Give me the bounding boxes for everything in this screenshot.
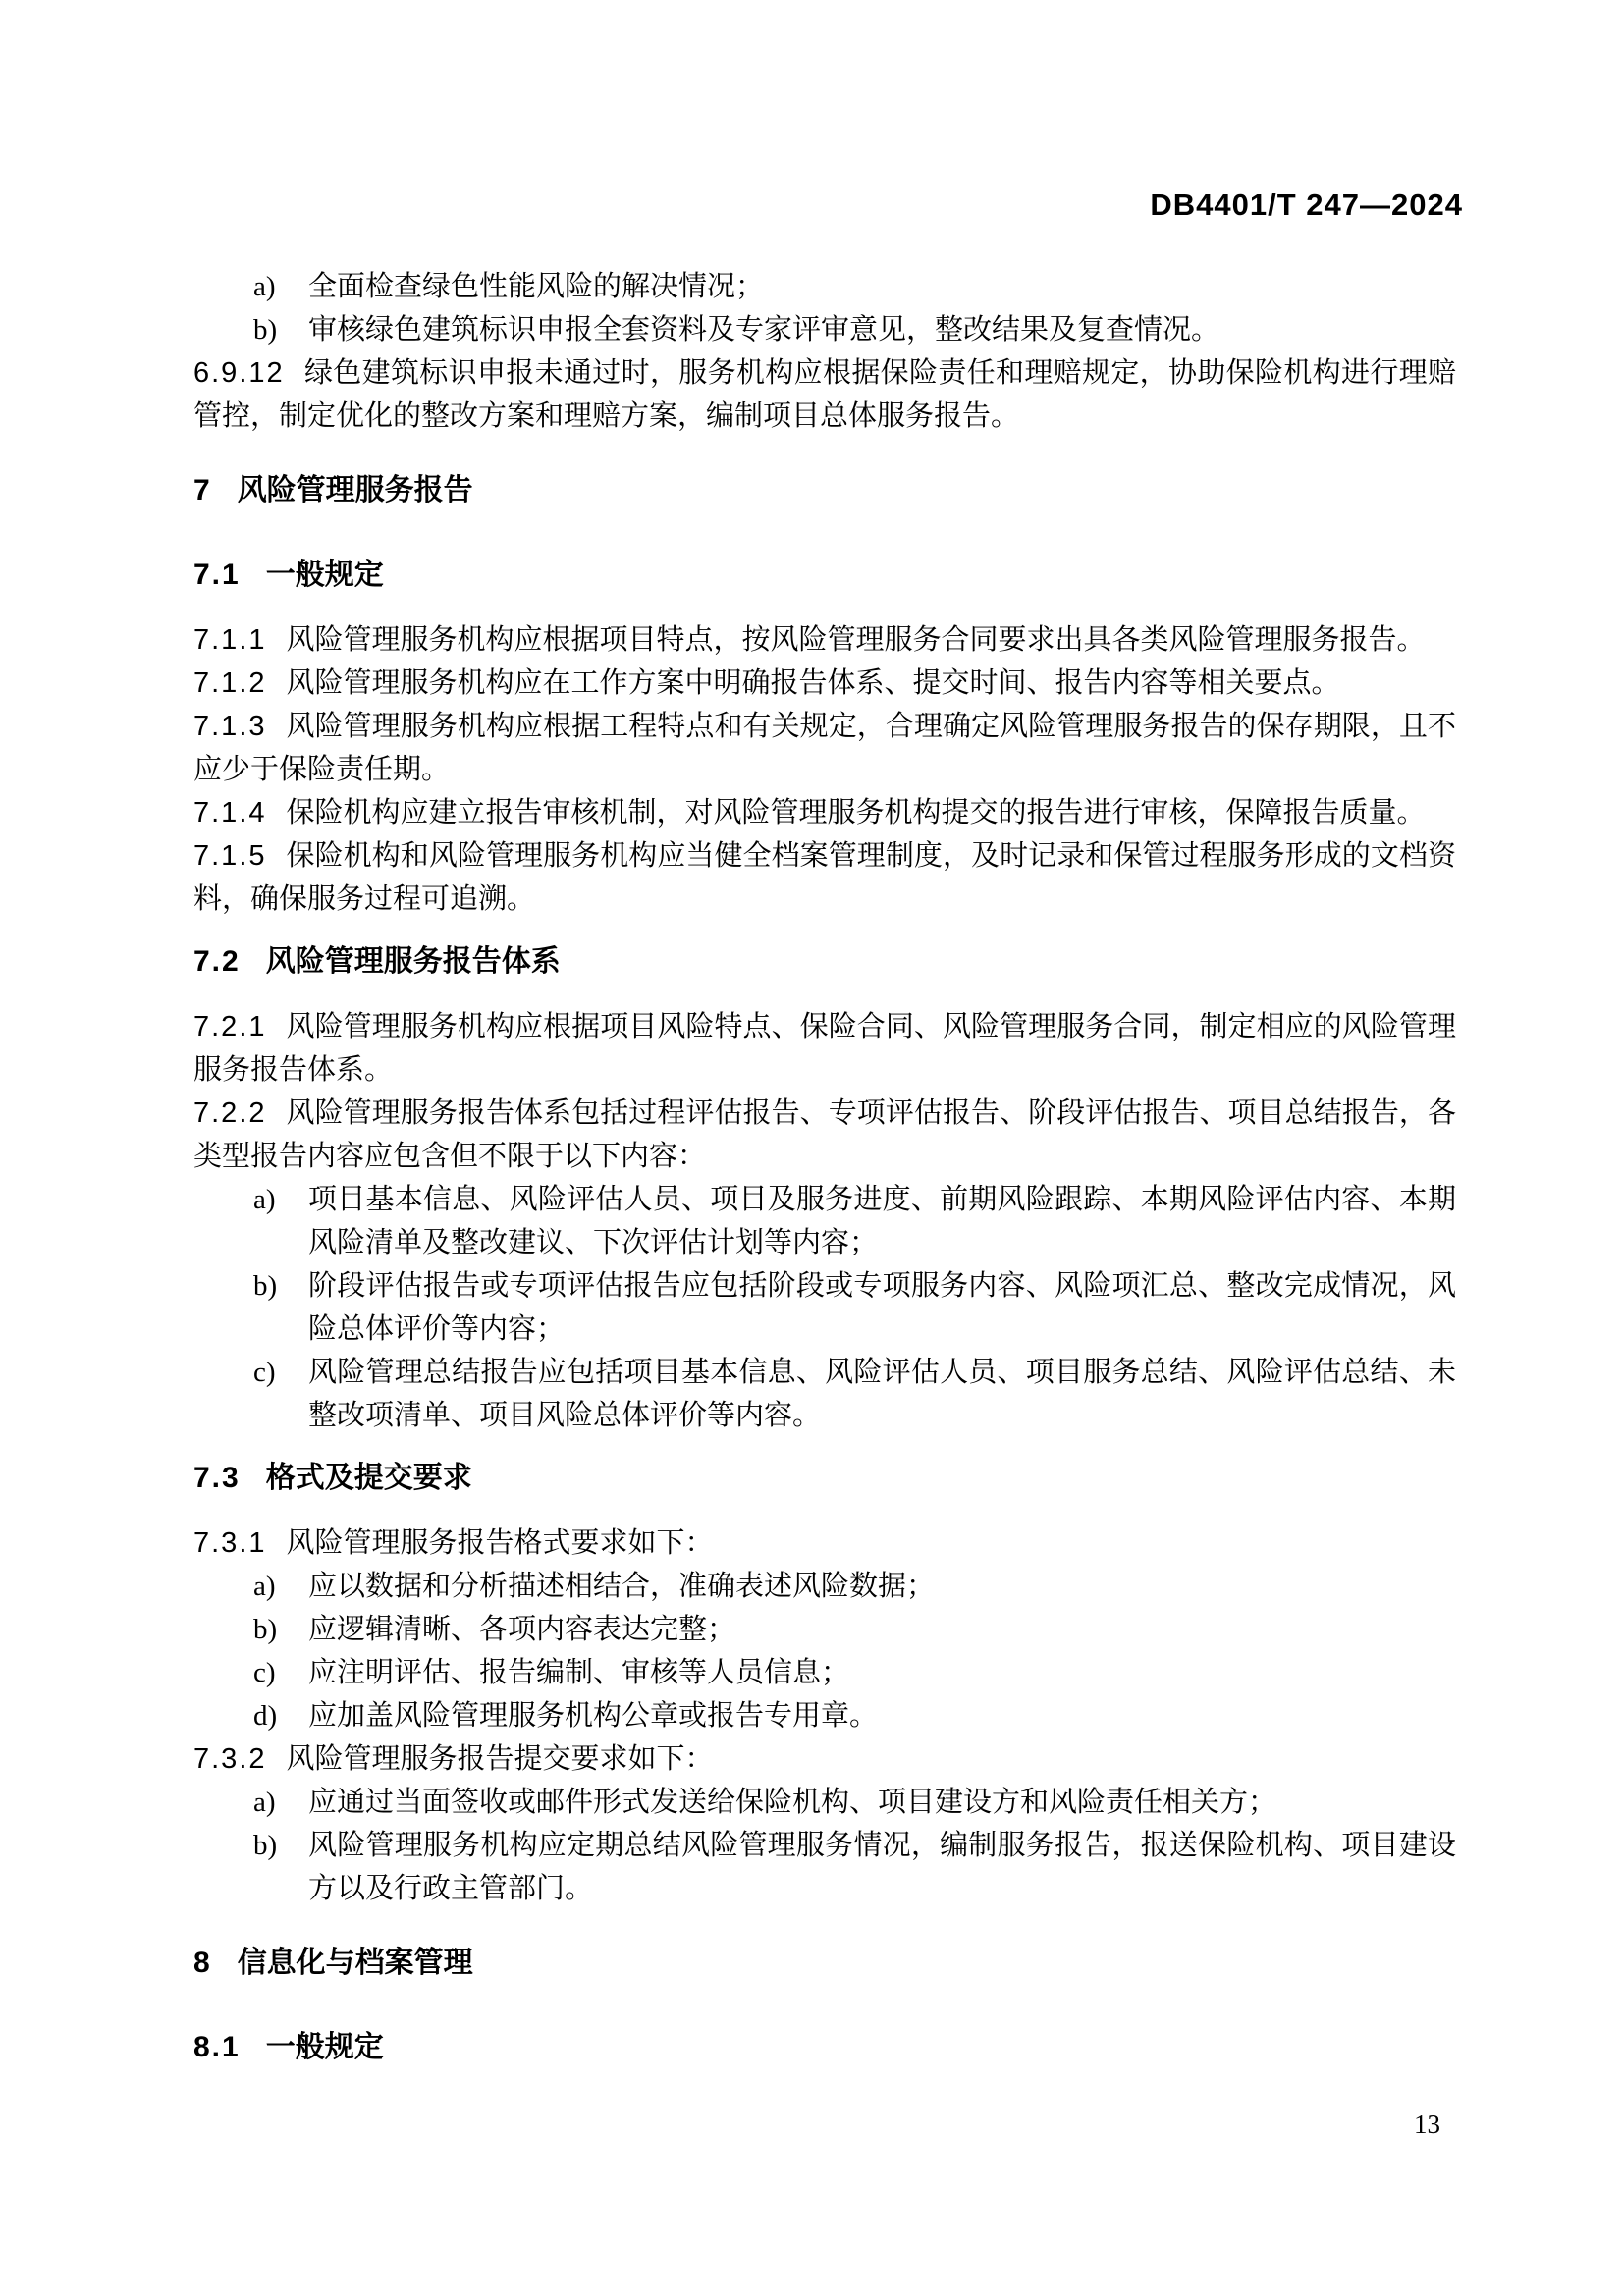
subsection-number: 7.3 [193,1462,241,1494]
clause-paragraph [193,705,1456,791]
list-item-letter: a) [253,1184,276,1215]
clause-text: 保险机构应建立报告审核机制，对风险管理服务机构提交的报告进行审核，保障报告质量。 [286,797,1426,828]
list-item-letter: a) [253,1571,276,1602]
list-item-letter: c) [253,1357,276,1388]
clause-text: 风险管理服务报告体系包括过程评估报告、专项评估报告、阶段评估报告、项目总结报告，各类型报告内容应包含但不限于以下内容： [193,1097,1456,1172]
subsection-title: 一般规定 [265,2031,384,2063]
clause-text: 风险管理服务机构应根据项目特点，按风险管理服务合同要求出具各类风险管理服务报告。 [286,624,1426,656]
clause-number: 7.2.2 [193,1097,267,1129]
clause-paragraph [193,1092,1456,1178]
clause-number: 7.3.1 [193,1527,267,1559]
list-item-letter: a) [253,271,276,302]
list-item [253,1608,1456,1651]
list-item [253,1694,1456,1737]
clause-number: 7.1.1 [193,624,267,656]
list-item [253,265,1456,308]
section-number: 7 [193,474,212,507]
list-item-text: 风险管理服务机构应定期总结风险管理服务情况，编制服务报告，报送保险机构、项目建设方以及行政主管部门。 [308,1830,1456,1904]
list-item-letter: c) [253,1657,276,1688]
clause-paragraph [193,834,1456,921]
clause-text: 绿色建筑标识申报未通过时，服务机构应根据保险责任和理赔规定，协助保险机构进行理赔管控，制定优化的整改方案和理赔方案，编制项目总体服务报告。 [193,357,1456,432]
list-item [253,1351,1456,1437]
clause-number: 7.1.3 [193,711,267,742]
list-item-text: 应加盖风险管理服务机构公章或报告专用章。 [308,1700,879,1732]
clause-number: 7.2.1 [193,1011,267,1042]
list-item-text: 应通过当面签收或邮件形式发送给保险机构、项目建设方和风险责任相关方； [308,1787,1277,1818]
standard-number: DB4401/T 247—2024 [1150,187,1463,222]
list-item [253,1651,1456,1694]
subsection-number: 8.1 [193,2031,241,2063]
clause-text: 风险管理服务机构应根据工程特点和有关规定，合理确定风险管理服务报告的保存期限，且不应少于保险责任期。 [193,711,1456,785]
clause-text: 风险管理服务机构应根据项目风险特点、保险合同、风险管理服务合同，制定相应的风险管理服务报告体系。 [193,1011,1456,1086]
clause-text: 风险管理服务报告提交要求如下： [286,1743,714,1775]
subsection-title: 风险管理服务报告体系 [265,945,561,978]
section-heading [193,1942,1456,1985]
page-number: 13 [1414,2109,1440,2139]
list-item [253,1264,1456,1351]
document-body [0,222,1623,2069]
clause-paragraph [193,1522,1456,1565]
list-item-letter: b) [253,1830,278,1861]
clause-paragraph [193,662,1456,705]
subsection-title: 格式及提交要求 [265,1462,472,1494]
list-item-text: 全面检查绿色性能风险的解决情况； [308,271,765,302]
list-item [253,1178,1456,1264]
clause-number: 7.1.5 [193,840,267,872]
list-item-text: 应以数据和分析描述相结合，准确表述风险数据； [308,1571,936,1602]
clause-text: 风险管理服务机构应在工作方案中明确报告体系、提交时间、报告内容等相关要点。 [286,667,1340,699]
list-item-letter: b) [253,1614,278,1645]
clause-paragraph [193,618,1456,662]
list-item-letter: b) [253,1270,278,1302]
clause-paragraph [193,791,1456,834]
clause-number: 7.1.4 [193,797,267,828]
list-item-text: 风险管理总结报告应包括项目基本信息、风险评估人员、项目服务总结、风险评估总结、未整改项清单、项目风险总体评价等内容。 [308,1357,1456,1431]
section-title: 风险管理服务报告 [237,474,473,507]
list-item [253,308,1456,351]
list-item-text: 阶段评估报告或专项评估报告应包括阶段或专项服务内容、风险项汇总、整改完成情况，风险总体评价等内容； [308,1270,1456,1345]
list-item [253,1781,1456,1824]
clause-paragraph [193,1737,1456,1781]
section-heading [193,469,1456,512]
subsection-heading [193,554,1456,597]
clause-paragraph [193,351,1456,438]
subsection-heading [193,940,1456,984]
list-item-text: 项目基本信息、风险评估人员、项目及服务进度、前期风险跟踪、本期风险评估内容、本期风险清单及整改建议、下次评估计划等内容； [308,1184,1456,1258]
list-item [253,1565,1456,1608]
list-item-letter: a) [253,1787,276,1818]
clause-text: 风险管理服务报告格式要求如下： [286,1527,714,1559]
clause-paragraph [193,1005,1456,1092]
subsection-heading [193,2026,1456,2069]
page-header [0,0,1623,222]
section-number: 8 [193,1947,212,1979]
subsection-heading [193,1457,1456,1500]
clause-text: 保险机构和风险管理服务机构应当健全档案管理制度，及时记录和保管过程服务形成的文档资料，确保服务过程可追溯。 [193,840,1456,915]
subsection-number: 7.1 [193,559,241,591]
list-item-text: 应注明评估、报告编制、审核等人员信息； [308,1657,850,1688]
section-title: 信息化与档案管理 [237,1947,473,1979]
list-item-text: 应逻辑清晰、各项内容表达完整； [308,1614,736,1645]
list-item [253,1824,1456,1910]
clause-number: 6.9.12 [193,357,285,389]
subsection-number: 7.2 [193,945,241,978]
subsection-title: 一般规定 [265,559,384,591]
clause-number: 7.1.2 [193,667,267,699]
list-item-text: 审核绿色建筑标识申报全套资料及专家评审意见，整改结果及复查情况。 [308,314,1220,346]
clause-number: 7.3.2 [193,1743,267,1775]
list-item-letter: b) [253,314,278,346]
list-item-letter: d) [253,1700,278,1732]
